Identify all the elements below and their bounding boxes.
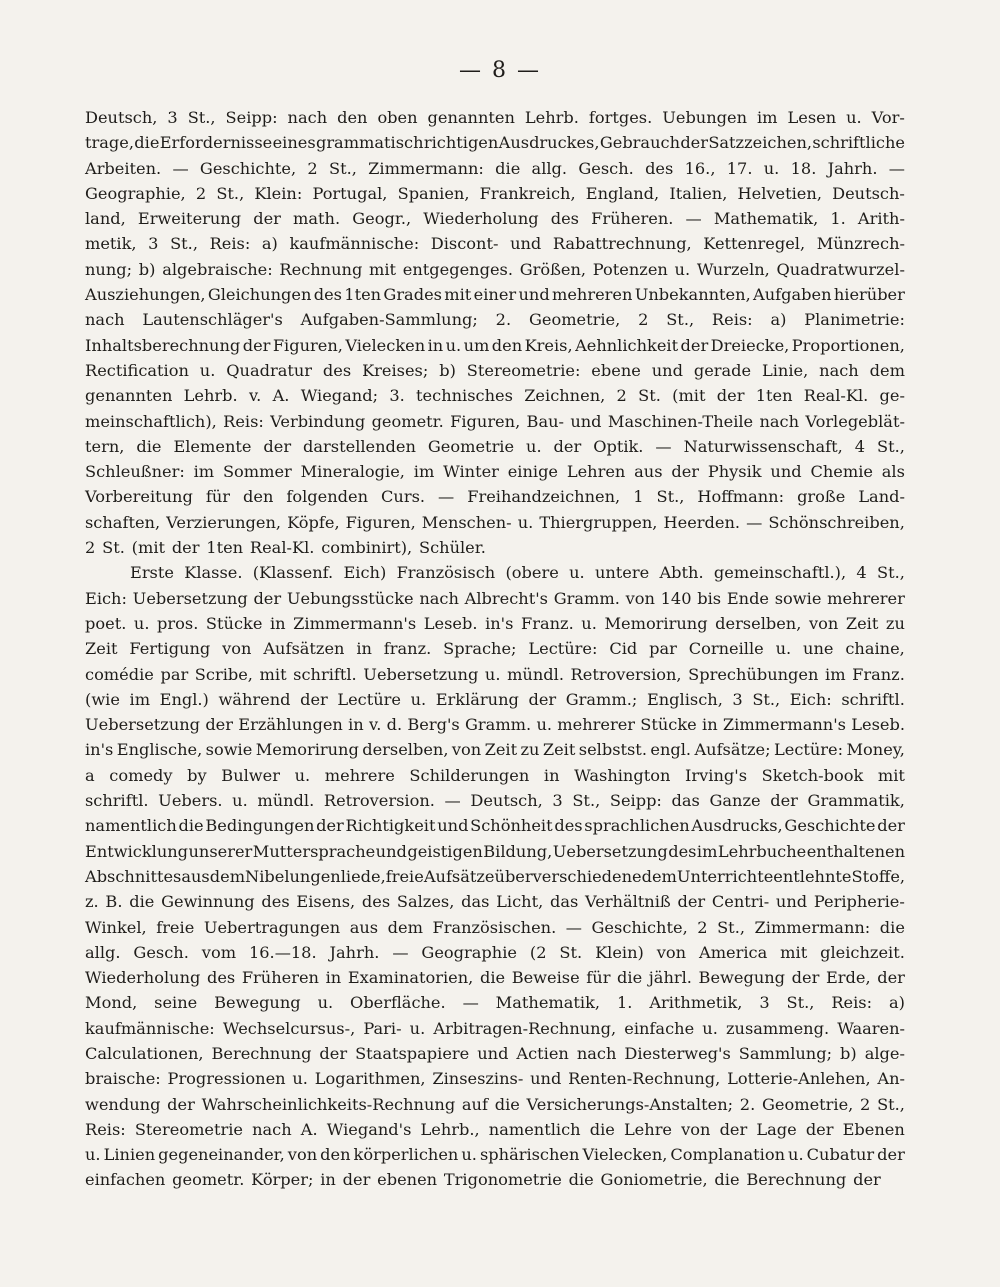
text-line: Eich: Uebersetzung der Uebungsstücke nach Albrecht's Gramm. von 140 bis Ende sowie mehrerer — [85, 588, 905, 608]
text-line: Deutsch, 3 St., Seipp: nach den oben genannten Lehrb. fortges. Uebungen im Lesen u. Vor- — [85, 108, 905, 127]
text-line: braische: Progressionen u. Logarithmen, Zinseszins- und Renten-Rechnung, Lotterie-Anlehen, An- — [85, 1069, 905, 1089]
text-line: poet. u. pros. Stücke in Zimmermann's Leseb. in's Franz. u. Memorirung derselben, von Zeit zu — [85, 613, 905, 633]
page-number: — 8 — — [459, 58, 541, 83]
text-line: metik, 3 St., Reis: a) kaufmännische: Discont- und Rabattrechnung, Kettenregel, Münzrech- — [85, 234, 905, 254]
text-line: trage, die Erfordernisse eines grammatisch richtigen Ausdruckes, Gebrauch der Satzzeichen, schriftliche — [85, 133, 905, 153]
text-line: tern, die Elemente der darstellenden Geometrie u. der Optik. — Naturwissenschaft, 4 St., — [85, 436, 905, 456]
text-line: kaufmännische: Wechselcursus-, Pari- u. Arbitragen-Rechnung, einfache u. zusammeng. Waaren- — [85, 1018, 905, 1038]
text-line: u. Linien gegeneinander, von den körperlichen u. sphärischen Vielecken, Complanation u. Cubatur der — [85, 1145, 905, 1165]
text-line: Wiederholung des Früheren in Examinatorien, die Beweise für die jährl. Bewegung der Erde, der — [85, 968, 905, 988]
text-line: nach Lautenschläger's Aufgaben-Sammlung; 2. Geometrie, 2 St., Reis: a) Planimetrie: — [85, 310, 905, 330]
text-line: schriftl. Uebers. u. mündl. Retroversion. — Deutsch, 3 St., Seipp: das Ganze der Grammatik, — [85, 791, 905, 811]
text-line: a comedy by Bulwer u. mehrere Schilderungen in Washington Irving's Sketch-book mit — [85, 765, 905, 785]
text-line: 2 St. (mit der 1ten Real-Kl. combinirt), Schüler. — [85, 538, 486, 558]
text-line: Calculationen, Berechnung der Staatspapiere und Actien nach Diesterweg's Sammlung; b) alge- — [85, 1043, 905, 1063]
text-line: Winkel, freie Uebertragungen aus dem Französischen. — Geschichte, 2 St., Zimmermann: die — [85, 917, 905, 937]
body-text — [85, 105, 905, 1193]
text-line: Reis: Stereometrie nach A. Wiegand's Lehrb., namentlich die Lehre von der Lage der Ebenen — [85, 1119, 905, 1139]
text-line: Abschnittes aus dem Nibelungenliede, freie Aufsätze über verschiedene dem Unterrichte entlehnte Stoffe, — [85, 866, 906, 886]
text-line: (wie im Engl.) während der Lectüre u. Erklärung der Gramm.; Englisch, 3 St., Eich: schriftl. — [85, 689, 905, 709]
text-line: Arbeiten. — Geschichte, 2 St., Zimmermann: die allg. Gesch. des 16., 17. u. 18. Jahrh. — — [85, 158, 905, 178]
text-line: Erste Klasse. (Klassenf. Eich) Französisch (obere u. untere Abth. gemeinschaftl.), 4 St., — [130, 563, 905, 583]
text-line: comédie par Scribe, mit schriftl. Uebersetzung u. mündl. Retroversion, Sprechübungen im Franz. — [85, 664, 905, 684]
text-line: Mond, seine Bewegung u. Oberfläche. — Mathematik, 1. Arithmetik, 3 St., Reis: a) — [85, 993, 905, 1013]
text-line: Ausziehungen, Gleichungen des 1ten Grades mit einer und mehreren Unbekannten, Aufgaben hierüber — [85, 285, 905, 305]
text-line: in's Englische, sowie Memorirung derselben, von Zeit zu Zeit selbstst. engl. Aufsätze; Lectüre: Money, — [85, 740, 905, 760]
text-line: Schleußner: im Sommer Mineralogie, im Winter einige Lehren aus der Physik und Chemie als — [85, 462, 905, 482]
text-line: Uebersetzung der Erzählungen in v. d. Berg's Gramm. u. mehrerer Stücke in Zimmermann's Leseb. — [85, 715, 905, 735]
text-line: Zeit Fertigung von Aufsätzen in franz. Sprache; Lectüre: Cid par Corneille u. une chaine, — [85, 639, 905, 659]
text-line: einfachen geometr. Körper; in der ebenen Trigonometrie die Goniometrie, die Berechnung der — [85, 1170, 881, 1190]
text-line: Rectification u. Quadratur des Kreises; b) Stereometrie: ebene und gerade Linie, nach dem — [85, 360, 905, 380]
text-line: allg. Gesch. vom 16.—18. Jahrh. — Geographie (2 St. Klein) von America mit gleichzeit. — [85, 942, 905, 962]
text-line: wendung der Wahrscheinlichkeits-Rechnung auf die Versicherungs-Anstalten; 2. Geometrie, 2 St., — [85, 1094, 905, 1114]
text-line: Inhaltsberechnung der Figuren, Vielecken in u. um den Kreis, Aehnlichkeit der Dreiecke, Proportionen, — [85, 335, 905, 355]
text-line: Entwicklung unserer Muttersprache und geistigen Bildung, Uebersetzung des im Lehrbuche enthaltenen — [85, 841, 905, 861]
text-line: schaften, Verzierungen, Köpfe, Figuren, Menschen- u. Thiergruppen, Heerden. — Schönschreiben, — [85, 512, 905, 532]
text-line: meinschaftlich), Reis: Verbindung geometr. Figuren, Bau- und Maschinen-Theile nach Vorlegeblät- — [85, 411, 905, 431]
text-line: land, Erweiterung der math. Geogr., Wiederholung des Früheren. — Mathematik, 1. Arith- — [85, 209, 905, 229]
text-line: genannten Lehrb. v. A. Wiegand; 3. technisches Zeichnen, 2 St. (mit der 1ten Real-Kl. ge- — [85, 386, 905, 406]
text-line: z. B. die Gewinnung des Eisens, des Salzes, das Licht, das Verhältniß der Centri- und Peripherie- — [85, 892, 905, 912]
text-line: namentlich die Bedingungen der Richtigkeit und Schönheit des sprachlichen Ausdrucks, Geschichte der — [85, 816, 905, 836]
text-line: nung; b) algebraische: Rechnung mit entgegenges. Größen, Potenzen u. Wurzeln, Quadratwurzel- — [85, 259, 905, 279]
text-line: Geographie, 2 St., Klein: Portugal, Spanien, Frankreich, England, Italien, Helvetien, Deutsch- — [85, 183, 905, 203]
text-line: Vorbereitung für den folgenden Curs. — Freihandzeichnen, 1 St., Hoffmann: große Land- — [85, 487, 905, 507]
